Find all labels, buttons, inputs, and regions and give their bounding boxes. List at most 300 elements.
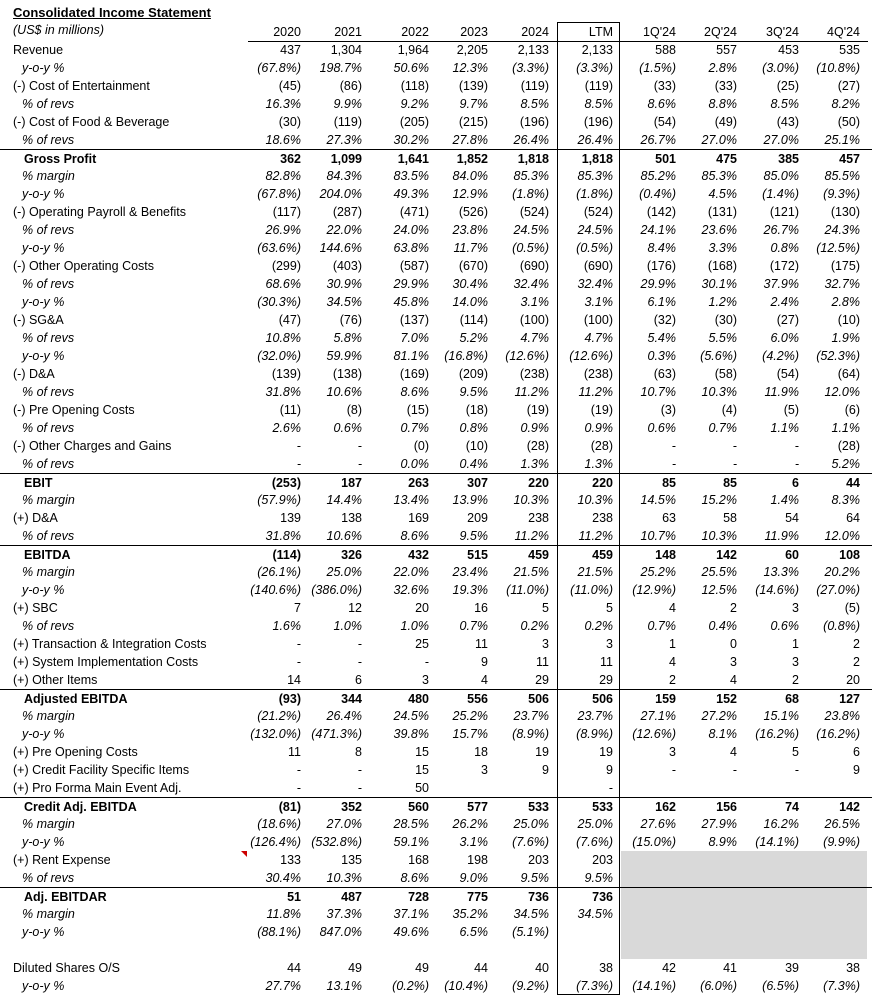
value-cell: 0.8%	[770, 241, 799, 255]
value-cell: (18)	[465, 403, 488, 417]
value-cell: (5.6%)	[700, 349, 737, 363]
value-cell: 42	[662, 961, 676, 975]
value-cell: 29.9%	[393, 277, 429, 291]
value-cell: (471)	[399, 205, 429, 219]
value-cell: 8.2%	[831, 97, 860, 111]
value-cell: 1.6%	[272, 619, 301, 633]
row-label: y-o-y %	[22, 61, 65, 75]
value-cell: (0.2%)	[392, 979, 429, 993]
value-cell: 16.3%	[265, 97, 301, 111]
value-cell: (76)	[339, 313, 362, 327]
row-label: % of revs	[22, 385, 75, 399]
column-header: LTM	[588, 25, 613, 39]
value-cell: 29.9%	[640, 277, 676, 291]
value-cell: 139	[280, 511, 301, 525]
value-cell: 108	[839, 548, 860, 562]
value-cell: 11.8%	[266, 907, 301, 921]
value-cell: (12.6%)	[569, 349, 613, 363]
value-cell: 6	[355, 673, 362, 687]
table-row	[0, 869, 872, 887]
value-cell: 736	[592, 890, 613, 904]
value-cell: (1.8%)	[576, 187, 613, 201]
value-cell: 84.3%	[326, 169, 362, 183]
row-label: (+) Pro Forma Main Event Adj.	[13, 781, 182, 795]
value-cell: (114)	[459, 313, 488, 327]
value-cell: (168)	[707, 259, 737, 273]
value-cell: -	[357, 655, 362, 669]
value-cell: 27.0%	[326, 817, 362, 831]
value-cell: (3.3%)	[512, 61, 549, 75]
row-label: y-o-y %	[22, 241, 65, 255]
value-cell: -	[794, 439, 799, 453]
value-cell: 49.6%	[393, 925, 429, 939]
table-row	[0, 635, 872, 653]
value-cell: (93)	[278, 692, 301, 706]
value-cell: 0.9%	[584, 421, 613, 435]
value-cell: (175)	[830, 259, 860, 273]
table-row	[0, 761, 872, 779]
value-cell: 13.3%	[763, 565, 799, 579]
value-cell: (15)	[406, 403, 429, 417]
value-cell: 20	[415, 601, 429, 615]
value-cell: 27.0%	[763, 133, 799, 147]
value-cell: 49	[415, 961, 429, 975]
value-cell: 11.9%	[764, 385, 799, 399]
value-cell: 1.3%	[584, 457, 613, 471]
table-row	[0, 455, 872, 473]
value-cell: 209	[467, 511, 488, 525]
value-cell: (114)	[272, 548, 301, 562]
value-cell: 84.0%	[452, 169, 488, 183]
value-cell: 156	[716, 800, 737, 814]
value-cell: 2.8%	[708, 61, 737, 75]
row-label: % of revs	[22, 871, 75, 885]
value-cell: (12.5%)	[816, 241, 860, 255]
row-label: y-o-y %	[22, 295, 65, 309]
value-cell: (26.1%)	[257, 565, 301, 579]
value-cell: 4.7%	[520, 331, 549, 345]
value-cell: 15.7%	[452, 727, 488, 741]
value-cell: (253)	[271, 476, 301, 490]
value-cell: (32)	[653, 313, 676, 327]
value-cell: 307	[467, 476, 488, 490]
table-row	[0, 599, 872, 617]
row-label: Adj. EBITDAR	[24, 890, 107, 904]
value-cell: 459	[592, 548, 613, 562]
value-cell: 10.3%	[577, 493, 613, 507]
value-cell: 8.5%	[770, 97, 799, 111]
value-cell: (19)	[526, 403, 549, 417]
value-cell: 32.7%	[824, 277, 860, 291]
value-cell: 25.0%	[513, 817, 549, 831]
value-cell: 44	[474, 961, 488, 975]
value-cell: -	[424, 655, 429, 669]
value-cell: 2	[669, 673, 676, 687]
value-cell: 26.7%	[640, 133, 676, 147]
value-cell: (403)	[332, 259, 362, 273]
column-header: 4Q'24	[827, 25, 860, 39]
value-cell: 12.0%	[824, 385, 860, 399]
value-cell: 27.1%	[640, 709, 676, 723]
value-cell: 515	[467, 548, 488, 562]
value-cell: (4.2%)	[762, 349, 799, 363]
table-row	[0, 95, 872, 113]
value-cell: 15.2%	[701, 493, 737, 507]
row-label: y-o-y %	[22, 349, 65, 363]
value-cell: (1.8%)	[512, 187, 549, 201]
row-label: % margin	[22, 817, 75, 831]
table-row	[0, 653, 872, 671]
value-cell: 10.6%	[326, 529, 362, 543]
value-cell: (137)	[399, 313, 429, 327]
value-cell: 0.6%	[333, 421, 362, 435]
value-cell: 1,099	[330, 152, 362, 166]
table-row	[0, 743, 872, 761]
value-cell: 3	[422, 673, 429, 687]
value-cell: 1,818	[517, 152, 549, 166]
value-cell: (132.0%)	[250, 727, 301, 741]
value-cell: 487	[341, 890, 362, 904]
value-cell: 535	[839, 43, 860, 57]
value-cell: 30.2%	[393, 133, 429, 147]
value-cell: 8.9%	[708, 835, 737, 849]
column-header: 2024	[521, 25, 549, 39]
row-label: % of revs	[22, 421, 75, 435]
value-cell: 533	[592, 800, 613, 814]
value-cell: 8.1%	[708, 727, 737, 741]
table-row	[0, 293, 872, 311]
value-cell: 24.5%	[393, 709, 429, 723]
value-cell: -	[794, 457, 799, 471]
row-label: (+) D&A	[13, 511, 58, 525]
value-cell: (33)	[653, 79, 676, 93]
value-cell: (119)	[584, 79, 613, 93]
value-cell: 4	[730, 673, 737, 687]
value-cell: 32.4%	[513, 277, 549, 291]
value-cell: (8)	[346, 403, 362, 417]
value-cell: 9.5%	[520, 871, 549, 885]
row-label: % margin	[22, 493, 75, 507]
value-cell: 736	[528, 890, 549, 904]
value-cell: (138)	[332, 367, 362, 381]
value-cell: (0.5%)	[512, 241, 549, 255]
value-cell: (142)	[646, 205, 676, 219]
value-cell: 2,133	[581, 43, 613, 57]
table-row	[0, 41, 872, 59]
value-cell: 9.5%	[459, 529, 488, 543]
value-cell: 9	[606, 763, 613, 777]
value-cell: 9.5%	[459, 385, 488, 399]
column-header: 1Q'24	[643, 25, 676, 39]
value-cell: 238	[592, 511, 613, 525]
value-cell: 8.5%	[584, 97, 613, 111]
value-cell: 85.3%	[577, 169, 613, 183]
value-cell: 4	[730, 745, 737, 759]
value-cell: (7.3%)	[576, 979, 613, 993]
value-cell: 13.1%	[326, 979, 362, 993]
value-cell: 49	[348, 961, 362, 975]
table-row	[0, 797, 872, 816]
table-row	[0, 167, 872, 185]
row-label: (+) Credit Facility Specific Items	[13, 763, 190, 777]
value-cell: -	[732, 457, 737, 471]
value-cell: 9.0%	[459, 871, 488, 885]
value-cell: (4)	[721, 403, 737, 417]
value-cell: -	[671, 457, 676, 471]
value-cell: 152	[716, 692, 737, 706]
value-cell: 9.2%	[400, 97, 429, 111]
value-cell: 475	[716, 152, 737, 166]
value-cell: 54	[785, 511, 799, 525]
value-cell: 6.0%	[770, 331, 799, 345]
value-cell: 3.3%	[708, 241, 737, 255]
value-cell: 30.1%	[701, 277, 737, 291]
value-cell: 0.9%	[520, 421, 549, 435]
value-cell: 4	[669, 655, 676, 669]
row-label: (-) D&A	[13, 367, 55, 381]
value-cell: 3	[481, 763, 488, 777]
value-cell: (3)	[660, 403, 676, 417]
value-cell: (10.4%)	[444, 979, 488, 993]
value-cell: 10.8%	[265, 331, 301, 345]
value-cell: (28)	[526, 439, 549, 453]
value-cell: (58)	[714, 367, 737, 381]
value-cell: 10.3%	[513, 493, 549, 507]
table-row	[0, 509, 872, 527]
units-subtitle: (US$ in millions)	[13, 23, 104, 37]
table-row	[0, 779, 872, 797]
value-cell: (0.8%)	[823, 619, 860, 633]
value-cell: 25.2%	[640, 565, 676, 579]
table-row	[0, 851, 872, 869]
value-cell: 82.8%	[265, 169, 301, 183]
row-label: (-) Other Charges and Gains	[13, 439, 172, 453]
value-cell: 40	[535, 961, 549, 975]
value-cell: 1.1%	[831, 421, 860, 435]
value-cell: (139)	[458, 79, 488, 93]
value-cell: 25.5%	[701, 565, 737, 579]
table-row	[0, 329, 872, 347]
value-cell: 775	[467, 890, 488, 904]
value-cell: 12.3%	[452, 61, 488, 75]
value-cell: 0.0%	[400, 457, 429, 471]
value-cell: 8.6%	[400, 871, 429, 885]
value-cell: 556	[467, 692, 488, 706]
value-cell: 34.5%	[513, 907, 549, 921]
value-cell: 5.4%	[647, 331, 676, 345]
value-cell: (12.9%)	[632, 583, 676, 597]
value-cell: 6	[853, 745, 860, 759]
table-row	[0, 113, 872, 131]
value-cell: 26.5%	[824, 817, 860, 831]
table-row	[0, 941, 872, 959]
value-cell: (10)	[837, 313, 860, 327]
value-cell: (3.3%)	[576, 61, 613, 75]
value-cell: 85.5%	[824, 169, 860, 183]
value-cell: (532.8%)	[311, 835, 362, 849]
value-cell: 501	[655, 152, 676, 166]
table-row	[0, 833, 872, 851]
value-cell: (43)	[776, 115, 799, 129]
value-cell: 11.2%	[578, 529, 613, 543]
value-cell: 3	[669, 745, 676, 759]
value-cell: 8.6%	[647, 97, 676, 111]
value-cell: -	[357, 781, 362, 795]
value-cell: -	[296, 781, 301, 795]
table-row	[0, 347, 872, 365]
row-label: y-o-y %	[22, 583, 65, 597]
value-cell: (57.9%)	[257, 493, 301, 507]
row-label: Revenue	[13, 43, 64, 57]
value-cell: 14.5%	[640, 493, 676, 507]
value-cell: 14	[287, 673, 301, 687]
value-cell: 27.0%	[701, 133, 737, 147]
value-cell: (209)	[458, 367, 488, 381]
value-cell: 16.2%	[763, 817, 799, 831]
value-cell: 13.4%	[393, 493, 429, 507]
value-cell: 8.8%	[708, 97, 737, 111]
table-row	[0, 365, 872, 383]
value-cell: 68	[785, 692, 799, 706]
value-cell: 0.6%	[647, 421, 676, 435]
value-cell: (30)	[278, 115, 301, 129]
value-cell: 0.7%	[708, 421, 737, 435]
value-cell: 24.0%	[393, 223, 429, 237]
value-cell: (690)	[519, 259, 549, 273]
value-cell: (16.2%)	[755, 727, 799, 741]
table-row	[0, 77, 872, 95]
value-cell: 7	[294, 601, 301, 615]
value-cell: (299)	[271, 259, 301, 273]
table-row	[0, 311, 872, 329]
value-cell: 25.2%	[452, 709, 488, 723]
value-cell: 74	[785, 800, 799, 814]
value-cell: 19	[535, 745, 549, 759]
value-cell: 27.7%	[265, 979, 301, 993]
value-cell: 847.0%	[319, 925, 362, 939]
value-cell: 29	[535, 673, 549, 687]
value-cell: (63.6%)	[257, 241, 301, 255]
value-cell: 8.6%	[400, 385, 429, 399]
value-cell: 3	[792, 601, 799, 615]
value-cell: 5	[792, 745, 799, 759]
value-cell: 16	[474, 601, 488, 615]
table-row	[0, 707, 872, 725]
value-cell: 10.7%	[640, 385, 676, 399]
value-cell: (32.0%)	[257, 349, 301, 363]
value-cell: 24.1%	[640, 223, 676, 237]
table-row	[0, 563, 872, 581]
value-cell: 35.2%	[452, 907, 488, 921]
value-cell: (139)	[271, 367, 301, 381]
column-header: 2022	[401, 25, 429, 39]
value-cell: 20.2%	[824, 565, 860, 579]
value-cell: (117)	[272, 205, 301, 219]
value-cell: 11	[600, 655, 613, 669]
value-cell: 198.7%	[319, 61, 362, 75]
value-cell: 3.1%	[459, 835, 488, 849]
value-cell: 27.8%	[452, 133, 488, 147]
value-cell: 50.6%	[393, 61, 429, 75]
value-cell: 168	[408, 853, 429, 867]
value-cell: (196)	[519, 115, 549, 129]
value-cell: (14.1%)	[755, 835, 799, 849]
table-row	[0, 887, 872, 906]
value-cell: 83.5%	[393, 169, 429, 183]
value-cell: 18.6%	[265, 133, 301, 147]
row-label: y-o-y %	[22, 727, 65, 741]
value-cell: (172)	[769, 259, 799, 273]
value-cell: (8.9%)	[576, 727, 613, 741]
table-row	[0, 437, 872, 455]
value-cell: 198	[467, 853, 488, 867]
value-cell: 11.9%	[764, 529, 799, 543]
row-label: % of revs	[22, 529, 75, 543]
row-label: Gross Profit	[24, 152, 97, 166]
value-cell: -	[296, 655, 301, 669]
value-cell: 1	[669, 637, 676, 651]
value-cell: 18	[474, 745, 488, 759]
value-cell: 3.1%	[584, 295, 613, 309]
table-row	[0, 581, 872, 599]
value-cell: (0)	[413, 439, 429, 453]
value-cell: (9.3%)	[823, 187, 860, 201]
value-cell: 12.9%	[452, 187, 488, 201]
value-cell: 3	[730, 655, 737, 669]
value-cell: 344	[341, 692, 362, 706]
value-cell: 10.3%	[326, 871, 362, 885]
value-cell: (33)	[714, 79, 737, 93]
value-cell: 2.6%	[272, 421, 301, 435]
value-cell: 144.6%	[319, 241, 362, 255]
value-cell: (6.0%)	[700, 979, 737, 993]
table-row	[0, 689, 872, 708]
value-cell: 9	[853, 763, 860, 777]
value-cell: (6)	[844, 403, 860, 417]
value-cell: (205)	[399, 115, 429, 129]
value-cell: (21.2%)	[257, 709, 301, 723]
cell-comment-indicator[interactable]	[241, 851, 247, 857]
value-cell: (386.0%)	[311, 583, 362, 597]
value-cell: (14.1%)	[632, 979, 676, 993]
value-cell: (52.3%)	[816, 349, 860, 363]
table-row	[0, 149, 872, 168]
value-cell: 12.5%	[701, 583, 737, 597]
value-cell: 45.8%	[393, 295, 429, 309]
value-cell: (119)	[333, 115, 362, 129]
value-cell: 238	[528, 511, 549, 525]
table-row	[0, 383, 872, 401]
table-row	[0, 491, 872, 509]
value-cell: 0.6%	[770, 619, 799, 633]
value-cell: (7.6%)	[576, 835, 613, 849]
value-cell: 64	[846, 511, 860, 525]
value-cell: 26.4%	[326, 709, 362, 723]
value-cell: 49.3%	[393, 187, 429, 201]
value-cell: 480	[408, 692, 429, 706]
value-cell: 10.3%	[701, 529, 737, 543]
value-cell: 19.3%	[452, 583, 488, 597]
value-cell: 8.4%	[647, 241, 676, 255]
value-cell: -	[732, 439, 737, 453]
value-cell: 30.9%	[326, 277, 362, 291]
value-cell: 203	[528, 853, 549, 867]
value-cell: 187	[341, 476, 362, 490]
row-label: Credit Adj. EBITDA	[24, 800, 137, 814]
value-cell: 560	[408, 800, 429, 814]
value-cell: 85.3%	[513, 169, 549, 183]
value-cell: (47)	[278, 313, 301, 327]
